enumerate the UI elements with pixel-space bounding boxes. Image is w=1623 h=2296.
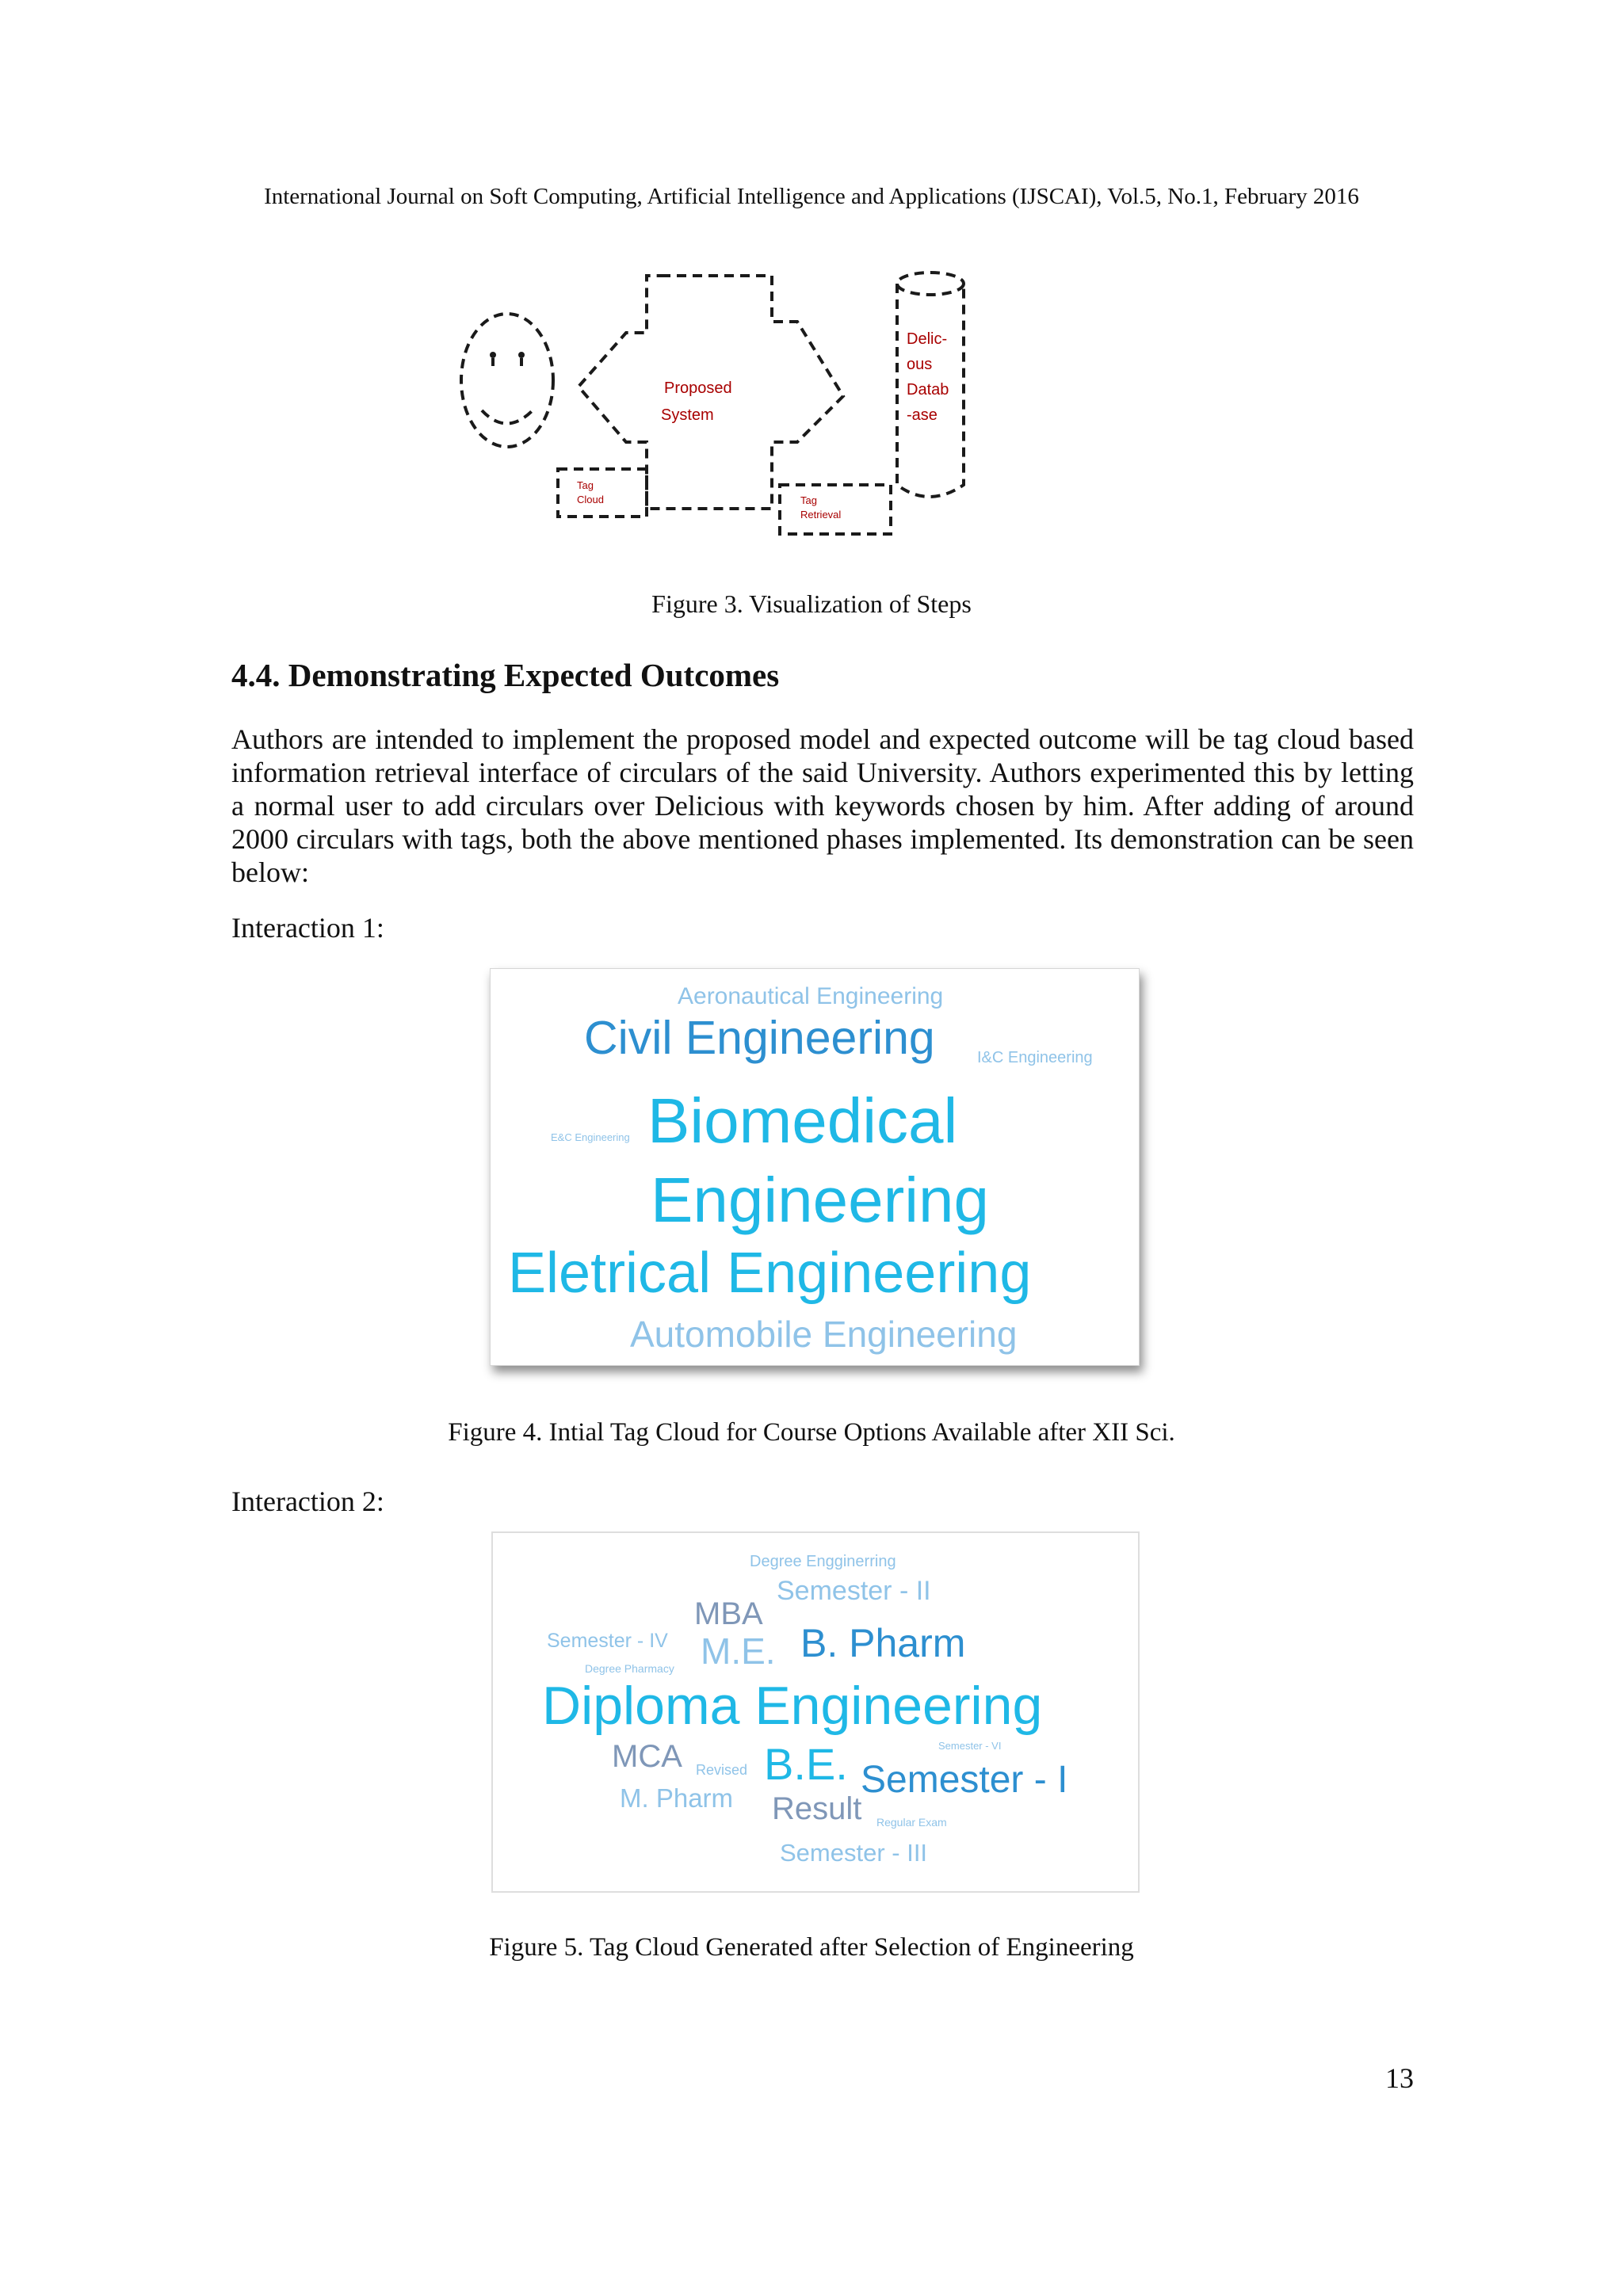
page-number: 13 [1385,2062,1414,2094]
tag[interactable]: MBA [694,1596,763,1631]
section-paragraph: Authors are intended to implement the proposed model and expected outcome will be tag cloud based information retrieval interface of circulars of the said University. Authors experimented this by letting a normal user to add circulars over Delicious with keywords chosen by him. After adding of around 2000 circulars with tags, both the above mentioned phases implemented. Its demonstration can be seen below: [231,723,1414,888]
proposed-label-1: Proposed [664,379,732,397]
tag[interactable]: MCA [612,1739,682,1774]
tag[interactable]: Diploma Engineering [542,1676,1043,1736]
interaction-2-label: Interaction 2: [231,1486,384,1517]
tag[interactable]: Result [772,1791,862,1826]
user-face-icon [461,314,553,447]
proposed-label-2: System [661,406,714,424]
interaction-1-label: Interaction 1: [231,912,384,944]
figure-3-diagram [456,261,1011,539]
steps-diagram [456,261,1011,539]
tag[interactable]: I&C Engineering [977,1049,1093,1066]
tag-cloud-box [558,469,647,517]
tag[interactable]: Biomedical [647,1085,958,1156]
tag[interactable]: Civil Engineering [584,1012,935,1064]
tag-retrieval-label-1: Tag [800,494,817,506]
tag[interactable]: Engineering [651,1165,989,1235]
tag[interactable]: Regular Exam [876,1816,947,1829]
tag-cloud-label-1: Tag [577,479,594,491]
tag[interactable]: Semester - VI [938,1740,1002,1752]
tag[interactable]: Degree Engginerring [750,1553,896,1570]
tag-cloud-label-2: Cloud [577,494,604,505]
db-label-1: Delic- [907,330,948,348]
tag[interactable]: Semester - II [777,1576,931,1606]
tag[interactable]: Semester - III [780,1839,928,1867]
tag[interactable]: Revised [696,1762,748,1778]
tag[interactable]: Eletrical Engineering [508,1241,1032,1305]
tag[interactable]: M.E. [701,1630,776,1672]
journal-header: International Journal on Soft Computing, Artificial Intelligence and Applications (IJSCAI), Vol.5, No.1, February 2016 [264,184,1359,209]
tag[interactable]: Degree Pharmacy [585,1662,674,1675]
tag[interactable]: B. Pharm [800,1621,966,1665]
tag[interactable]: Aeronautical Engineering [678,983,944,1009]
tag[interactable]: Automobile Engineering [630,1314,1018,1355]
figure-5-tag-cloud [491,1531,1140,1893]
tag[interactable]: B.E. [764,1739,848,1789]
tag-retrieval-label-2: Retrieval [800,509,842,521]
tag[interactable]: M. Pharm [620,1783,734,1813]
figure-4-caption: Figure 4. Intial Tag Cloud for Course Options Available after XII Sci. [448,1418,1175,1447]
db-label-3: Datab [907,381,949,399]
section-heading: 4.4. Demonstrating Expected Outcomes [231,657,780,693]
db-label-2: ous [907,356,933,373]
tag[interactable]: E&C Engineering [551,1131,630,1143]
db-label-4: -ase [907,406,938,424]
figure-4-tag-cloud [490,968,1140,1366]
figure-5-caption: Figure 5. Tag Cloud Generated after Selection of Engineering [489,1933,1134,1962]
tag[interactable]: Semester - IV [547,1630,668,1652]
tag[interactable]: Semester - I [861,1759,1068,1801]
figure-3-caption: Figure 3. Visualization of Steps [651,589,972,618]
